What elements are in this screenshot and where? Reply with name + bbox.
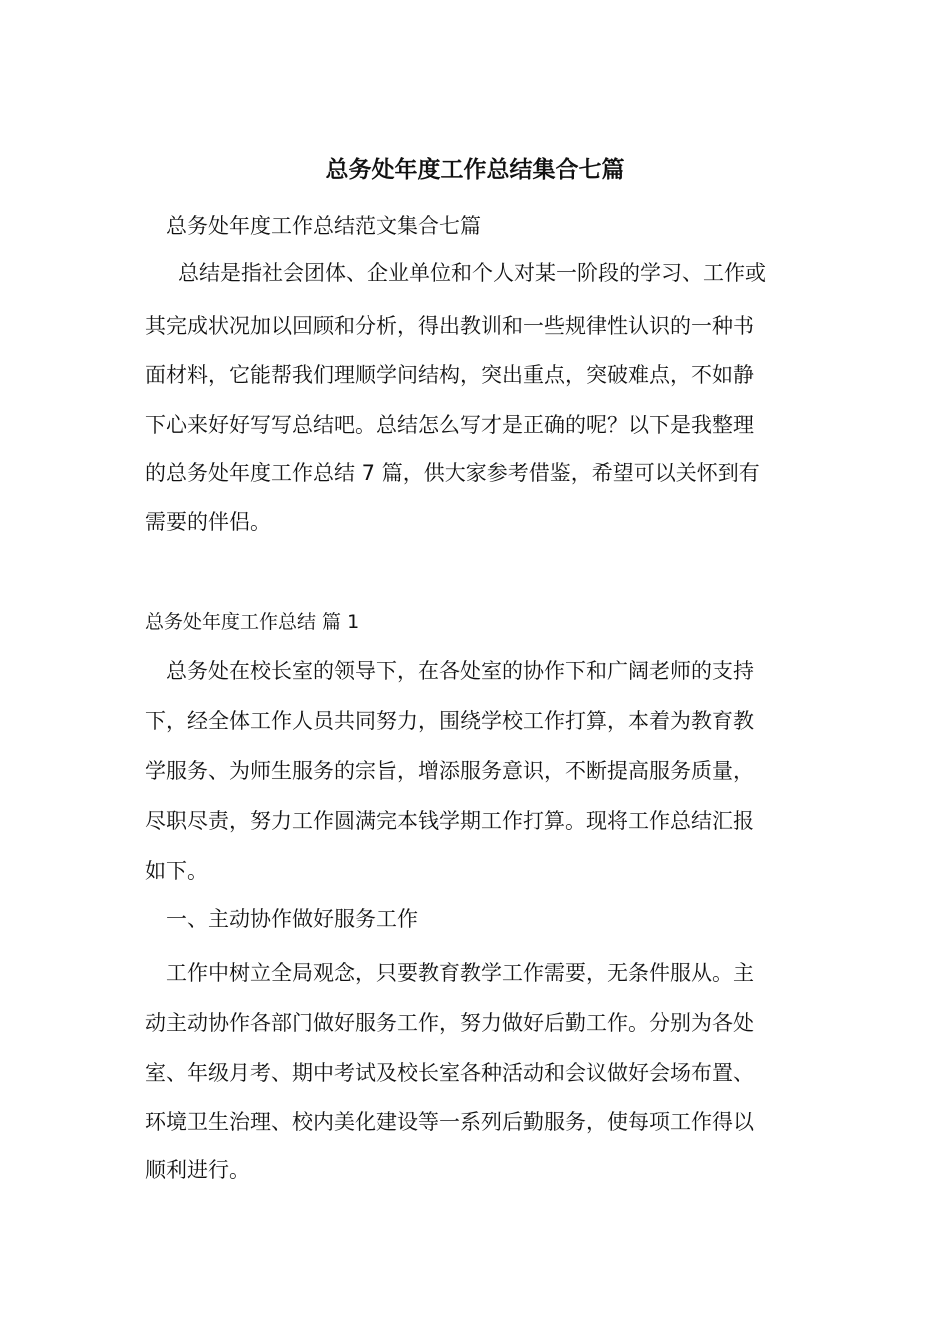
document-title: 总务处年度工作总结集合七篇 bbox=[325, 157, 625, 183]
section-heading: 总务处年度工作总结 篇 1 bbox=[145, 611, 360, 633]
point-line: 环境卫生治理、校内美化建设等一系列后勤服务，使每项工作得以 bbox=[145, 1110, 754, 1134]
section-line: 下，经全体工作人员共同努力，围绕学校工作打算，本着为教育教 bbox=[145, 709, 754, 733]
intro-line: 的总务处年度工作总结 7 篇，供大家参考借鉴，希望可以关怀到有 bbox=[145, 461, 760, 485]
intro-line: 下心来好好写写总结吧。总结怎么写才是正确的呢？以下是我整理 bbox=[145, 413, 754, 437]
intro-line: 面材料，它能帮我们理顺学问结构，突出重点，突破难点，不如静 bbox=[145, 363, 754, 387]
section-line: 总务处在校长室的领导下，在各处室的协作下和广阔老师的支持 bbox=[166, 659, 754, 683]
intro-line: 总结是指社会团体、企业单位和个人对某一阶段的学习、工作或 bbox=[178, 261, 766, 285]
point-line: 室、年级月考、期中考试及校长室各种活动和会议做好会场布置、 bbox=[145, 1061, 754, 1085]
document-subtitle: 总务处年度工作总结范文集合七篇 bbox=[166, 214, 481, 238]
intro-line: 需要的伴侣。 bbox=[145, 510, 271, 534]
point-heading: 一、主动协作做好服务工作 bbox=[166, 907, 418, 931]
section-line: 尽职尽责，努力工作圆满完本钱学期工作打算。现将工作总结汇报 bbox=[145, 809, 754, 833]
intro-line: 其完成状况加以回顾和分析，得出教训和一些规律性认识的一种书 bbox=[145, 314, 754, 338]
point-line: 工作中树立全局观念，只要教育教学工作需要，无条件服从。主 bbox=[166, 961, 754, 985]
point-line: 顺利进行。 bbox=[145, 1158, 250, 1182]
section-line: 学服务、为师生服务的宗旨，增添服务意识，不断提高服务质量， bbox=[145, 759, 754, 783]
section-line: 如下。 bbox=[145, 859, 208, 883]
point-line: 动主动协作各部门做好服务工作，努力做好后勤工作。分别为各处 bbox=[145, 1011, 754, 1035]
